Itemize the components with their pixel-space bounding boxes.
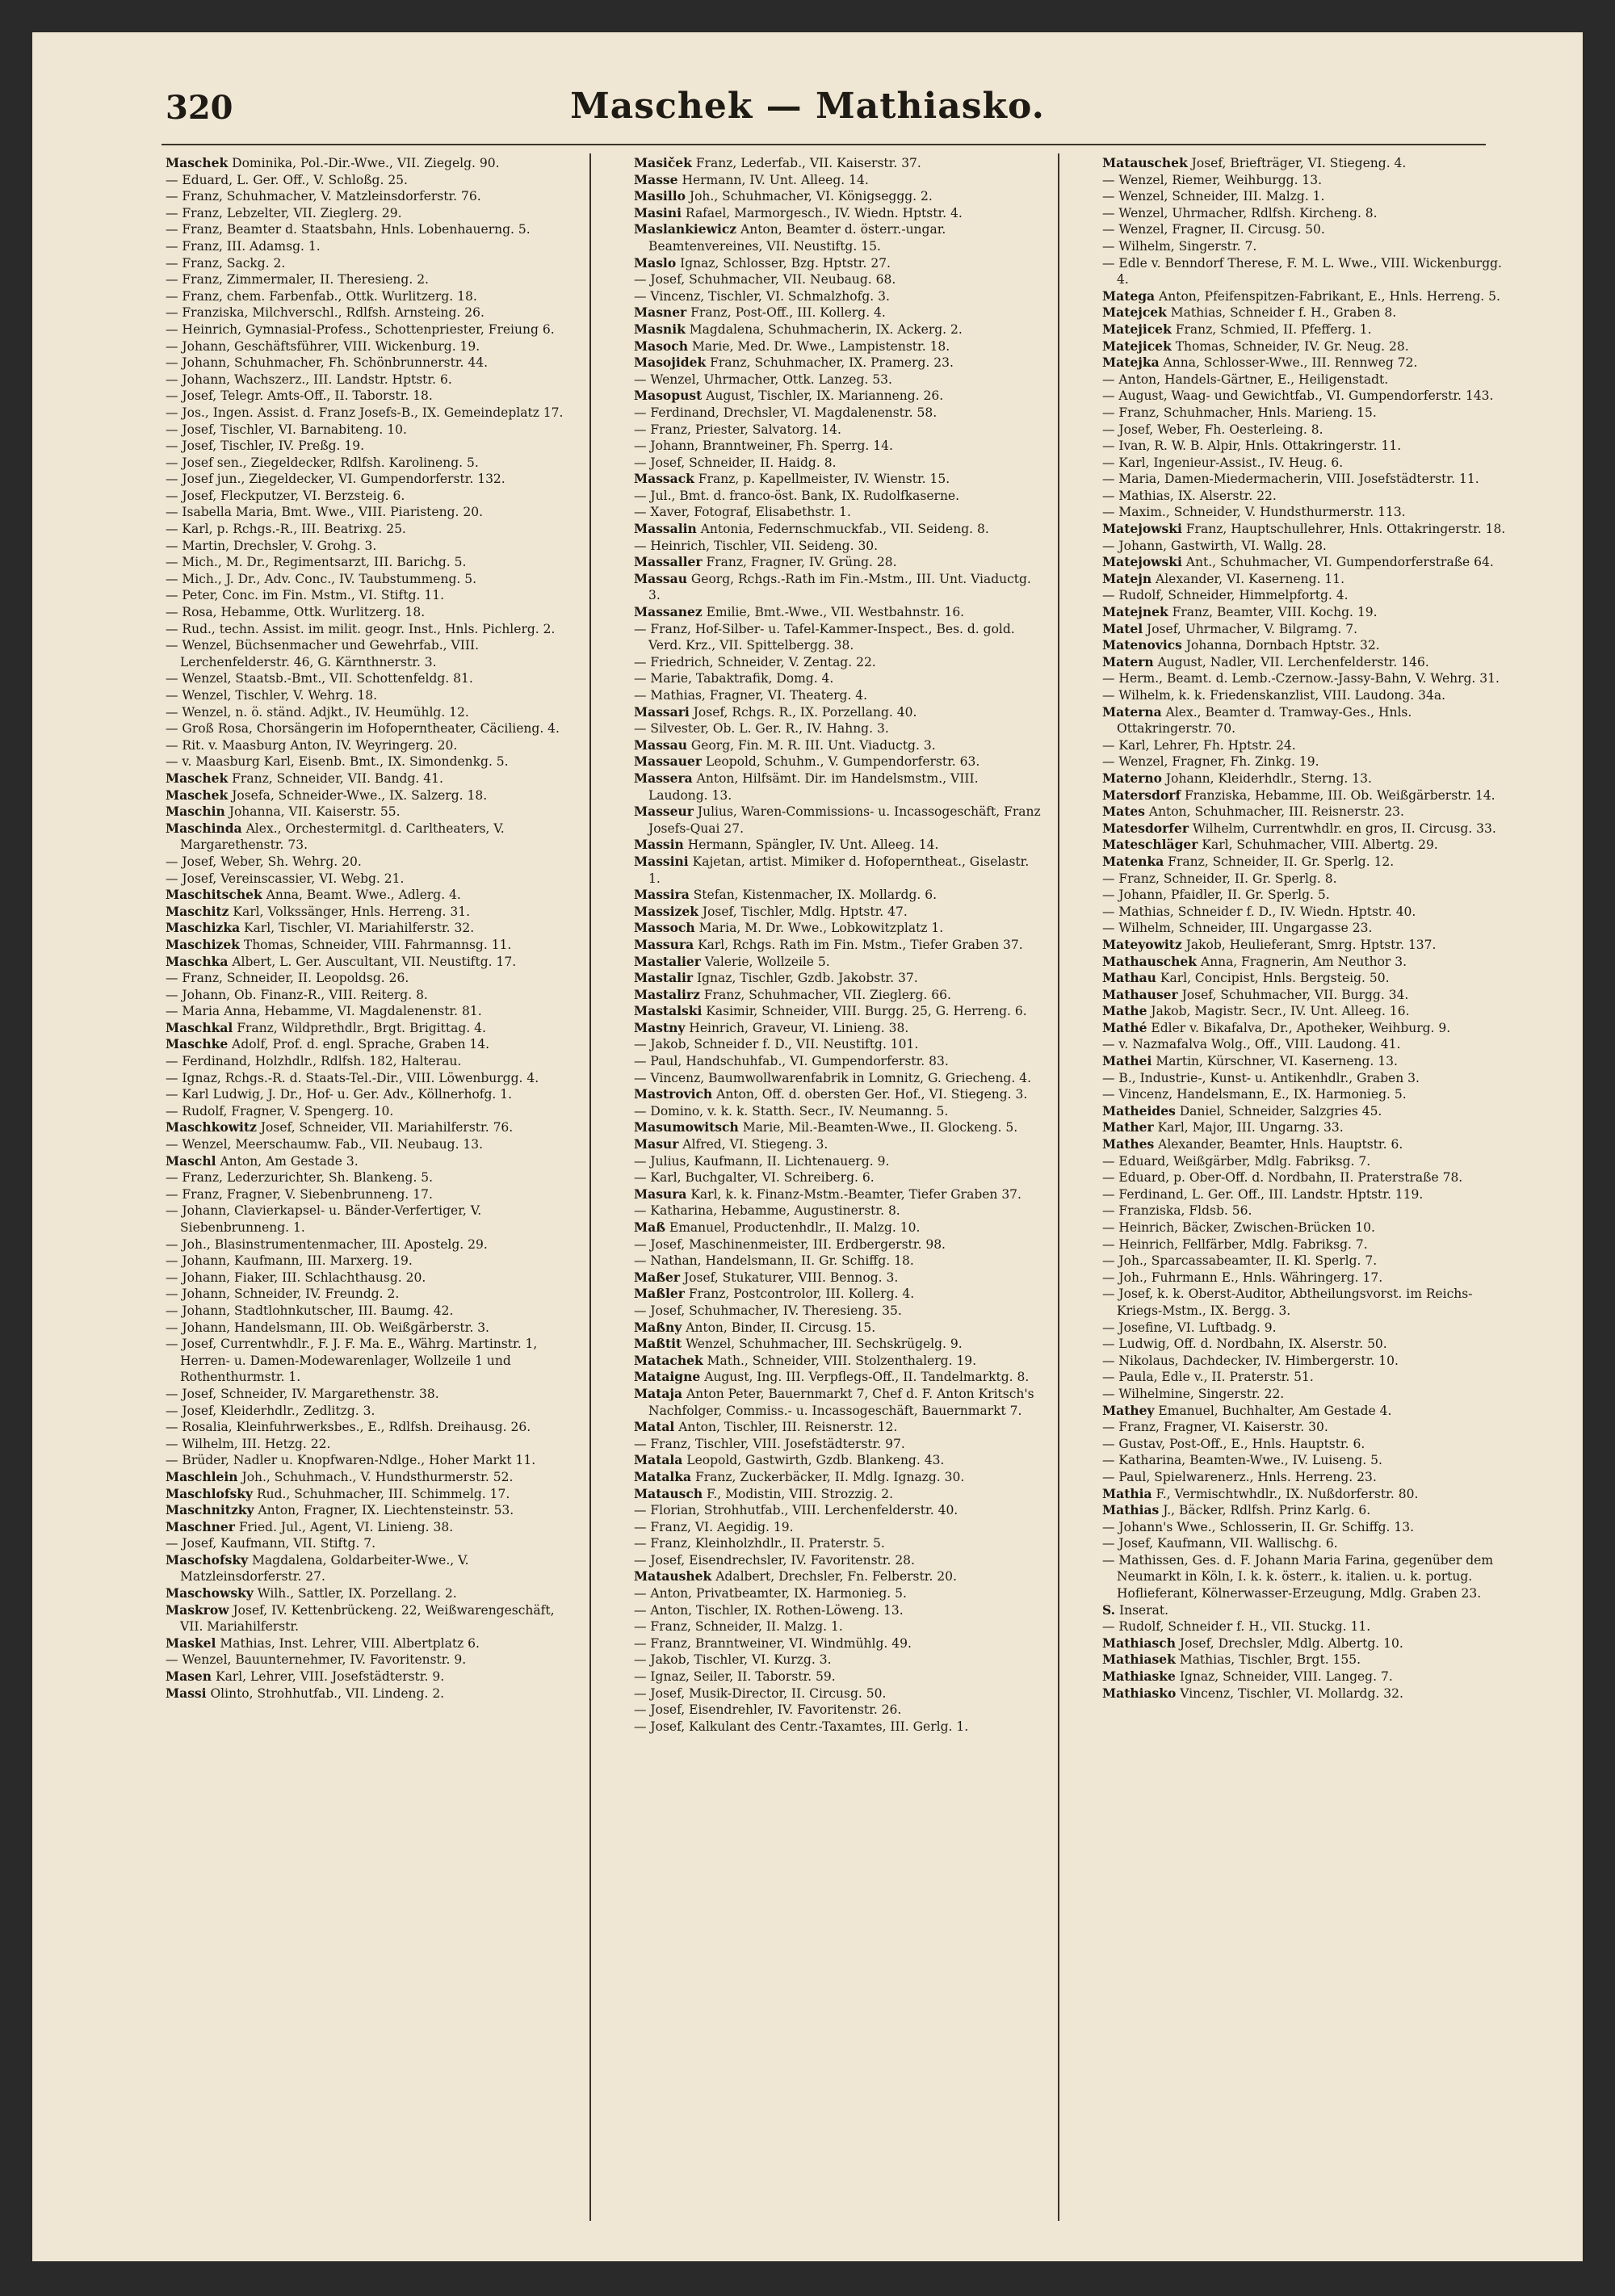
directory-entry: — Ivan, R. W. B. Alpir, Hnls. Ottakringerstr. 11. (1102, 439, 1402, 454)
directory-entry: Mathiaske Ignaz, Schneider, VIII. Langeg. 7. (1102, 1668, 1393, 1685)
directory-entry: — Johann, Clavierkapsel- u. Bänder-Verfertiger, V. Siebenbrunneng. 1. (166, 1203, 482, 1235)
directory-entry: — Wilhelmine, Singerstr. 22. (1102, 1386, 1285, 1401)
directory-entry: — Brüder, Nadler u. Knopfwaren-Ndlge., Hoher Markt 11. (166, 1453, 536, 1468)
directory-entry: Mathiasch Josef, Drechsler, Mdlg. Albertg. 10. (1102, 1635, 1403, 1651)
directory-entry: Maschnitzky Anton, Fragner, IX. Liechtensteinstr. 53. (166, 1502, 514, 1518)
directory-entry: Matesdorfer Wilhelm, Currentwhdlr. en gros, II. Circusg. 33. (1102, 820, 1496, 836)
directory-entry: — Eduard, Weißgärber, Mdlg. Fabriksg. 7. (1102, 1153, 1371, 1169)
directory-entry: — Mathias, Fragner, VI. Theaterg. 4. (634, 688, 868, 703)
directory-entry: Maschek Franz, Schneider, VII. Bandg. 41. (166, 770, 443, 786)
directory-entry: — Edle v. Benndorf Therese, F. M. L. Wwe., VIII. Wickenburgg. 4. (1102, 255, 1502, 288)
directory-entry: — Martin, Drechsler, V. Grohg. 3. (166, 538, 377, 553)
directory-entry: — Franz, Schneider, II. Leopoldsg. 26. (166, 971, 409, 986)
directory-entry: — Johann, Fiaker, III. Schlachthausg. 20. (166, 1270, 426, 1285)
directory-entry: — Josef, Kalkulant des Centr.-Taxamtes, III. Gerlg. 1. (634, 1719, 969, 1734)
directory-entry: Mastrovich Anton, Off. d. obersten Ger. Hof., VI. Stiegeng. 3. (634, 1086, 1028, 1102)
directory-entry: — Wenzel, Tischler, V. Wehrg. 18. (166, 688, 378, 703)
directory-entry: Maschek Josefa, Schneider-Wwe., IX. Salzerg. 18. (166, 787, 488, 803)
directory-entry: Maschlofsky Rud., Schuhmacher, III. Schimmelg. 17. (166, 1485, 510, 1501)
directory-entry: Matejowski Ant., Schuhmacher, VI. Gumpendorferstraße 64. (1102, 554, 1494, 570)
directory-entry: Massera Anton, Hilfsämt. Dir. im Handelsmstm., VIII. Laudong. 13. (634, 770, 979, 803)
directory-entry: — Wenzel, Büchsenmacher und Gewehrfab., VIII. Lerchenfelderstr. 46, G. Kärnthnerstr. 3. (166, 638, 480, 669)
directory-entry: Massizek Josef, Tischler, Mdlg. Hptstr. 47. (634, 903, 908, 919)
directory-entry: — Groß Rosa, Chorsängerin im Hofoperntheater, Cäcilieng. 4. (166, 721, 560, 737)
directory-entry: — Johann, Geschäftsführer, VIII. Wickenburg. 19. (166, 338, 480, 354)
directory-entry: — Friedrich, Schneider, V. Zentag. 22. (634, 654, 876, 669)
directory-entry: — Wilhelm, Schneider, III. Ungargasse 23. (1102, 921, 1373, 936)
directory-entry: Mastalier Valerie, Wollzeile 5. (634, 953, 830, 969)
directory-entry: Maschka Albert, L. Ger. Auscultant, VII. Neustiftg. 17. (166, 953, 517, 969)
directory-entry: — Franz, Schuhmacher, Hnls. Marieng. 15. (1102, 405, 1377, 420)
directory-entry: — Wilhelm, Singerstr. 7. (1102, 238, 1257, 254)
directory-entry: — Paul, Handschuhfab., VI. Gumpendorferstr. 83. (634, 1054, 949, 1069)
directory-entry: — Josef, Kaufmann, VII. Wallischg. 6. (1102, 1536, 1338, 1551)
directory-entry: — Ferdinand, L. Ger. Off., III. Landstr. Hptstr. 119. (1102, 1186, 1424, 1202)
directory-entry: — Katharina, Hebamme, Augustinerstr. 8. (634, 1203, 900, 1219)
directory-entry: — Wenzel, Meerschaumw. Fab., VII. Neubaug. 13. (166, 1137, 484, 1152)
directory-entry: Mastalski Kasimir, Schneider, VIII. Burgg. 25, G. Herreng. 6. (634, 1003, 1027, 1019)
directory-entry: — Josef, k. k. Oberst-Auditor, Abtheilungsvorst. im Reichs-Kriegs-Mstm., IX. Bergg. 3. (1102, 1287, 1473, 1318)
directory-entry: — Franz, Sackg. 2. (166, 255, 286, 271)
directory-entry: Maschkal Franz, Wildprethdlr., Brgt. Brigittag. 4. (166, 1019, 486, 1035)
directory-entry: — Wenzel, n. ö. ständ. Adjkt., IV. Heumühlg. 12. (166, 704, 469, 720)
directory-entry: — Anton, Privatbeamter, IX. Harmonieg. 5. (634, 1586, 907, 1601)
column-divider (1058, 153, 1059, 2221)
directory-entry: — Franz, Branntweiner, VI. Windmühlg. 49. (634, 1635, 912, 1651)
directory-entry: Matausch F., Modistin, VIII. Strozzig. 2. (634, 1485, 894, 1501)
directory-entry: Mathias J., Bäcker, Rdlfsh. Prinz Karlg. 6. (1102, 1502, 1371, 1518)
column-3 (1102, 155, 1510, 2223)
directory-entry: — Maria, Damen-Miedermacherin, VIII. Josefstädterstr. 11. (1102, 472, 1479, 487)
directory-entry: Massi Olinto, Strohhutfab., VII. Lindeng. 2. (166, 1685, 445, 1701)
directory-entry: Matel Josef, Uhrmacher, V. Bilgramg. 7. (1102, 620, 1358, 636)
directory-entry: Matenovics Johanna, Dornbach Hptstr. 32. (1102, 637, 1380, 653)
directory-entry: Maschofsky Magdalena, Goldarbeiter-Wwe., V. Matzleinsdorferstr. 27. (166, 1551, 469, 1585)
directory-entry: — Katharina, Beamten-Wwe., IV. Luiseng. 5. (1102, 1453, 1382, 1468)
directory-entry: Massau Georg, Rchgs.-Rath im Fin.-Mstm., III. Unt. Viaductg. 3. (634, 570, 1031, 603)
directory-entry: — Heinrich, Tischler, VII. Seideng. 30. (634, 538, 879, 553)
directory-entry: — Rit. v. Maasburg Anton, IV. Weyringerg. 20. (166, 737, 458, 753)
directory-entry: — Josef, Eisendrechsler, IV. Favoritenstr. 28. (634, 1552, 915, 1568)
directory-entry: Maßtit Wenzel, Schuhmacher, III. Sechskrügelg. 9. (634, 1336, 963, 1352)
directory-entry: Matachek Math., Schneider, VIII. Stolzenthalerg. 19. (634, 1352, 977, 1368)
directory-entry: Mastny Heinrich, Graveur, VI. Linieng. 38. (634, 1019, 909, 1035)
directory-entry: Masillo Joh., Schuhmacher, VI. Königseggg. 2. (634, 188, 933, 204)
directory-entry: Maschinda Alex., Orchestermitgl. d. Carltheaters, V. Margarethenstr. 73. (166, 820, 505, 853)
directory-entry: — Josef sen., Ziegeldecker, Rdlfsh. Karolineng. 5. (166, 455, 479, 470)
directory-entry: Masoch Marie, Med. Dr. Wwe., Lampistenstr. 18. (634, 338, 950, 354)
directory-entry: — Josef, Tischler, IV. Preßg. 19. (166, 439, 364, 454)
directory-entry: — Franz, Priester, Salvatorg. 14. (634, 422, 841, 437)
directory-entry: Mathau Karl, Concipist, Hnls. Bergsteig. 50. (1102, 970, 1390, 986)
directory-entry: Matern August, Nadler, VII. Lerchenfelderstr. 146. (1102, 653, 1429, 669)
directory-entry: Mathey Emanuel, Buchhalter, Am Gestade 4. (1102, 1402, 1392, 1418)
directory-entry: — Josef, Weber, Fh. Oesterleing. 8. (1102, 422, 1323, 437)
directory-entry: S. Inserat. (1102, 1601, 1169, 1618)
directory-entry: Matersdorf Franziska, Hebamme, III. Ob. Weißgärberstr. 14. (1102, 787, 1495, 803)
directory-entry: — Marie, Tabaktrafik, Domg. 4. (634, 671, 834, 686)
directory-entry: — Franz, Fragner, VI. Kaiserstr. 30. (1102, 1420, 1328, 1435)
directory-entry: — Johann, Handelsmann, III. Ob. Weißgärberstr. 3. (166, 1320, 489, 1335)
directory-entry: — Mathissen, Ges. d. F. Johann Maria Farina, gegenüber dem Neumarkt in Köln, I. k. k. österr., k. italien. u. k. portug. Hoflieferant, Kölnerwasser-Erzeugung, Mdlg. Graben 23. (1102, 1552, 1494, 1601)
directory-entry: — Peter, Conc. im Fin. Mstm., VI. Stiftg. 11. (166, 588, 445, 603)
directory-entry: Massoch Maria, M. Dr. Wwe., Lobkowitzplatz 1. (634, 920, 944, 936)
directory-entry: Maschlein Joh., Schuhmach., V. Hundsthurmerstr. 52. (166, 1468, 514, 1484)
directory-entry: — Rud., techn. Assist. im milit. geogr. Inst., Hnls. Pichlerg. 2. (166, 621, 556, 636)
directory-entry: — Isabella Maria, Bmt. Wwe., VIII. Piaristeng. 20. (166, 505, 483, 520)
directory-entry: Maslankiewicz Anton, Beamter d. österr.-ungar. Beamtenvereines, VII. Neustiftg. 15. (634, 221, 946, 254)
directory-entry: — Josef, Fleckputzer, VI. Berzsteig. 6. (166, 488, 405, 503)
header-rule (162, 144, 1486, 145)
directory-entry: Masura Karl, k. k. Finanz-Mstm.-Beamter, Tiefer Graben 37. (634, 1186, 1021, 1202)
directory-entry: Materna Alex., Beamter d. Tramway-Ges., Hnls. Ottakringerstr. 70. (1102, 703, 1412, 737)
directory-entry: — Vincenz, Baumwollwarenfabrik in Lomnitz, G. Griecheng. 4. (634, 1070, 1031, 1085)
page-number: 320 (166, 89, 233, 127)
directory-entry: Mathauschek Anna, Fragnerin, Am Neuthor 3. (1102, 953, 1407, 969)
directory-entry: — Johann, Stadtlohnkutscher, III. Baumg. 42. (166, 1303, 454, 1318)
directory-entry: — v. Nazmafalva Wolg., Off., VIII. Laudong. 41. (1102, 1037, 1401, 1052)
column-1 (166, 155, 573, 2223)
running-head: Maschek — Mathiasko. (570, 86, 1045, 127)
directory-entry: — Jos., Ingen. Assist. d. Franz Josefs-B., IX. Gemeindeplatz 17. (166, 405, 564, 420)
directory-entry: Matejnek Franz, Beamter, VIII. Kochg. 19. (1102, 604, 1378, 620)
directory-entry: — Franz, Beamter d. Staatsbahn, Hnls. Lobenhauerng. 5. (166, 222, 531, 237)
directory-entry: — Franz, Schneider, II. Malzg. 1. (634, 1619, 843, 1635)
directory-entry: Massau Georg, Fin. M. R. III. Unt. Viaductg. 3. (634, 737, 936, 753)
directory-entry: — Josefine, VI. Luftbadg. 9. (1102, 1320, 1277, 1335)
directory-entry: Massanez Emilie, Bmt.-Wwe., VII. Westbahnstr. 16. (634, 604, 965, 620)
directory-entry: Mataja Anton Peter, Bauernmarkt 7, Chef d. F. Anton Kritsch's Nachfolger, Commiss.- u. Incassogeschäft, Bauernmarkt 7. (634, 1385, 1034, 1418)
directory-entry: — Herm., Beamt. d. Lemb.-Czernow.-Jassy-Bahn, V. Wehrg. 31. (1102, 671, 1500, 686)
directory-entry: — Jakob, Schneider f. D., VII. Neustiftg. 101. (634, 1037, 919, 1052)
directory-entry: — Maria Anna, Hebamme, VI. Magdalenenstr. 81. (166, 1004, 482, 1019)
directory-entry: — Rosa, Hebamme, Ottk. Wurlitzerg. 18. (166, 605, 426, 620)
directory-entry: — Heinrich, Fellfärber, Mdlg. Fabriksg. 7. (1102, 1236, 1368, 1252)
directory-entry: — Josef, Telegr. Amts-Off., II. Taborstr. 18. (166, 388, 433, 404)
directory-entry: Matejicek Thomas, Schneider, IV. Gr. Neug. 28. (1102, 338, 1409, 354)
directory-entry: — Rudolf, Fragner, V. Spengerg. 10. (166, 1103, 394, 1119)
directory-entry: — Jakob, Tischler, VI. Kurzg. 3. (634, 1652, 832, 1668)
directory-entry: — Josef, Schneider, II. Haidg. 8. (634, 455, 837, 470)
directory-entry: — Ignaz, Seiler, II. Taborstr. 59. (634, 1669, 836, 1685)
directory-entry: — Mich., J. Dr., Adv. Conc., IV. Taubstummeng. 5. (166, 571, 477, 586)
directory-entry: — Joh., Blasinstrumentenmacher, III. Apostelg. 29. (166, 1236, 488, 1252)
directory-entry: — Heinrich, Gymnasial-Profess., Schottenpriester, Freiung 6. (166, 321, 555, 337)
directory-entry: Masse Hermann, IV. Unt. Alleeg. 14. (634, 171, 869, 187)
directory-entry: — Rosalia, Kleinfuhrwerksbes., E., Rdlfsh. Dreihausg. 26. (166, 1420, 531, 1435)
directory-entry: — Josef, Tischler, VI. Barnabiteng. 10. (166, 422, 407, 437)
directory-entry: — Ludwig, Off. d. Nordbahn, IX. Alserstr. 50. (1102, 1337, 1387, 1352)
directory-entry: — Wenzel, Uhrmacher, Ottk. Lanzeg. 53. (634, 371, 892, 387)
directory-entry: Matalka Franz, Zuckerbäcker, II. Mdlg. Ignazg. 30. (634, 1468, 965, 1484)
directory-entry: Mathauser Josef, Schuhmacher, VII. Burgg. 34. (1102, 986, 1409, 1002)
directory-entry: — Josef, Maschinenmeister, III. Erdbergerstr. 98. (634, 1236, 946, 1252)
directory-entry: — Wilhelm, k. k. Friedenskanzlist, VIII. Laudong. 34a. (1102, 688, 1446, 703)
directory-entry: Maschizka Karl, Tischler, VI. Mariahilferstr. 32. (166, 920, 475, 936)
directory-entry: — Josef, Schuhmacher, VII. Neubaug. 68. (634, 272, 896, 288)
directory-entry: Maskrow Josef, IV. Kettenbrückeng. 22, Weißwarengeschäft, VII. Mariahilferstr. (166, 1601, 555, 1635)
directory-entry: Maschin Johanna, VII. Kaiserstr. 55. (166, 804, 401, 820)
directory-entry: — Karl, Ingenieur-Assist., IV. Heug. 6. (1102, 455, 1344, 470)
directory-entry: Masen Karl, Lehrer, VIII. Josefstädterstr. 9. (166, 1668, 445, 1685)
directory-entry: — Josef, Musik-Director, II. Circusg. 50. (634, 1685, 887, 1701)
directory-entry: Matejowski Franz, Hauptschullehrer, Hnls. Ottakringerstr. 18. (1102, 521, 1506, 537)
directory-entry: Matala Leopold, Gastwirth, Gzdb. Blankeng. 43. (634, 1452, 945, 1468)
directory-entry: Maßer Josef, Stukaturer, VIII. Bennog. 3. (634, 1269, 899, 1285)
directory-entry: — Johann, Kaufmann, III. Marxerg. 19. (166, 1253, 413, 1269)
directory-entry: — Franz, chem. Farbenfab., Ottk. Wurlitzerg. 18. (166, 288, 477, 304)
directory-entry: — Johann, Gastwirth, VI. Wallg. 28. (1102, 538, 1327, 553)
directory-entry: Massauer Leopold, Schuhm., V. Gumpendorferstr. 63. (634, 753, 980, 770)
directory-entry: Matal Anton, Tischler, III. Reisnerstr. 12. (634, 1419, 898, 1435)
directory-entry: Matejka Anna, Schlosser-Wwe., III. Rennweg 72. (1102, 355, 1418, 371)
directory-entry: — Heinrich, Bäcker, Zwischen-Brücken 10. (1102, 1220, 1375, 1235)
directory-entry: — Ferdinand, Holzhdlr., Rdlfsh. 182, Halterau. (166, 1054, 462, 1069)
directory-entry: — Paula, Edle v., II. Praterstr. 51. (1102, 1370, 1314, 1385)
directory-entry: — Josef jun., Ziegeldecker, VI. Gumpendorferstr. 132. (166, 472, 505, 487)
directory-entry: Maschkowitz Josef, Schneider, VII. Mariahilferstr. 76. (166, 1119, 514, 1135)
directory-entry: — Johann, Pfaidler, II. Gr. Sperlg. 5. (1102, 888, 1330, 903)
directory-entry: — Vincenz, Handelsmann, E., IX. Harmonieg. 5. (1102, 1087, 1407, 1102)
directory-entry: Mathes Alexander, Beamter, Hnls. Hauptstr. 6. (1102, 1136, 1403, 1152)
directory-entry: — Wenzel, Bauunternehmer, IV. Favoritenstr. 9. (166, 1652, 467, 1668)
directory-entry: Matega Anton, Pfeifenspitzen-Fabrikant, E., Hnls. Herreng. 5. (1102, 288, 1500, 304)
directory-entry: Maschl Anton, Am Gestade 3. (166, 1152, 359, 1169)
directory-entry: — Wenzel, Uhrmacher, Rdlfsh. Kircheng. 8. (1102, 205, 1378, 220)
directory-entry: — Wenzel, Riemer, Weihburgg. 13. (1102, 172, 1323, 187)
directory-entry: Materno Johann, Kleiderhdlr., Sterng. 13. (1102, 770, 1372, 786)
directory-entry: — Mathias, Schneider f. D., IV. Wiedn. Hptstr. 40. (1102, 904, 1416, 919)
directory-entry: — Johann, Branntweiner, Fh. Sperrg. 14. (634, 439, 893, 454)
directory-entry: — Joh., Fuhrmann E., Hnls. Währingerg. 17. (1102, 1270, 1383, 1285)
directory-entry: — Ferdinand, Drechsler, VI. Magdalenenstr. 58. (634, 405, 938, 420)
directory-entry: Massari Josef, Rchgs. R., IX. Porzellang. 40. (634, 703, 917, 720)
directory-entry: Maschitschek Anna, Beamt. Wwe., Adlerg. 4. (166, 887, 461, 903)
directory-entry: — Vincenz, Tischler, VI. Schmalzhofg. 3. (634, 288, 890, 304)
directory-entry: — Wenzel, Fragner, Fh. Zinkg. 19. (1102, 754, 1319, 770)
directory-entry: — Johann, Schneider, IV. Freundg. 2. (166, 1287, 400, 1302)
directory-entry: — Josef, Vereinscassier, VI. Webg. 21. (166, 871, 405, 886)
directory-entry: Mataigne August, Ing. III. Verpflegs-Off., II. Tandelmarktg. 8. (634, 1369, 1030, 1385)
directory-entry: — B., Industrie-, Kunst- u. Antikenhdlr., Graben 3. (1102, 1070, 1420, 1085)
directory-entry: — Franziska, Fldsb. 56. (1102, 1203, 1252, 1219)
directory-entry: — Franz, Kleinholzhdlr., II. Praterstr. 5. (634, 1536, 885, 1551)
directory-entry: — Ignaz, Rchgs.-R. d. Staats-Tel.-Dir., VIII. Löwenburgg. 4. (166, 1070, 539, 1085)
directory-entry: Mather Karl, Major, III. Ungarng. 33. (1102, 1119, 1344, 1135)
directory-entry: Mathiasek Mathias, Tischler, Brgt. 155. (1102, 1652, 1361, 1668)
directory-entry: — Franz, Lebzelter, VII. Zieglerg. 29. (166, 205, 402, 220)
directory-entry: — Josef, Schuhmacher, IV. Theresieng. 35. (634, 1303, 902, 1318)
directory-entry: — Julius, Kaufmann, II. Lichtenauerg. 9. (634, 1153, 890, 1169)
directory-entry: Maschner Fried. Jul., Agent, VI. Linieng. 38. (166, 1518, 454, 1534)
directory-entry: — Mathias, IX. Alserstr. 22. (1102, 488, 1277, 503)
directory-entry: — Nikolaus, Dachdecker, IV. Himbergerstr. 10. (1102, 1353, 1399, 1368)
directory-entry: — Johann, Schuhmacher, Fh. Schönbrunnerstr. 44. (166, 355, 489, 371)
directory-entry: — Eduard, L. Ger. Off., V. Schloßg. 25. (166, 172, 408, 187)
directory-entry: Maschitz Karl, Volkssänger, Hnls. Herreng. 31. (166, 903, 471, 919)
directory-entry: — Wenzel, Schneider, III. Malzg. 1. (1102, 189, 1325, 204)
directory-entry: Maslo Ignaz, Schlosser, Bzg. Hptstr. 27. (634, 254, 891, 271)
directory-entry: — Johann, Wachszerz., III. Landstr. Hptstr. 6. (166, 371, 452, 387)
directory-entry: — Karl, Buchgalter, VI. Schreiberg. 6. (634, 1170, 875, 1186)
directory-entry: — Rudolf, Schneider f. H., VII. Stuckg. 11. (1102, 1619, 1371, 1635)
directory-entry: — Joh., Sparcassabeamter, II. Kl. Sperlg. 7. (1102, 1253, 1378, 1269)
directory-page (32, 32, 1583, 2261)
directory-entry: — Franz, Lederzurichter, Sh. Blankeng. 5. (166, 1170, 434, 1186)
directory-entry: Masur Alfred, VI. Stiegeng. 3. (634, 1136, 828, 1152)
directory-entry: — Josef, Currentwhdlr., F. J. F. Ma. E., Währg. Martinstr. 1, Herren- u. Damen-Modewarenlager, Wollzeile 1 und Rothenthurmstr. 1. (166, 1337, 538, 1385)
directory-entry: Masumowitsch Marie, Mil.-Beamten-Wwe., II. Glockeng. 5. (634, 1119, 1018, 1135)
directory-entry: — Franz, Zimmermaler, II. Theresieng. 2. (166, 272, 429, 288)
directory-entry: Masiček Franz, Lederfab., VII. Kaiserstr. 37. (634, 155, 921, 170)
directory-entry: Maßny Anton, Binder, II. Circusg. 15. (634, 1319, 876, 1335)
directory-entry: Mateschläger Karl, Schuhmacher, VIII. Albertg. 29. (1102, 837, 1438, 853)
directory-entry: — Karl, p. Rchgs.-R., III. Beatrixg. 25. (166, 522, 406, 537)
directory-entry: — Josef, Kleiderhdlr., Zedlitzg. 3. (166, 1403, 375, 1418)
directory-entry: — Florian, Strohhutfab., VIII. Lerchenfelderstr. 40. (634, 1503, 959, 1518)
directory-entry: Masini Rafael, Marmorgesch., IV. Wiedn. Hptstr. 4. (634, 204, 963, 220)
directory-entry: Mathé Edler v. Bikafalva, Dr., Apotheker, Weihburg. 9. (1102, 1019, 1451, 1035)
column-divider (589, 153, 591, 2221)
directory-entry: — Xaver, Fotograf, Elisabethstr. 1. (634, 505, 851, 520)
directory-entry: — Wenzel, Fragner, II. Circusg. 50. (1102, 222, 1325, 237)
directory-entry: Massaller Franz, Fragner, IV. Grüng. 28. (634, 554, 897, 570)
directory-entry: Mastalir Ignaz, Tischler, Gzdb. Jakobstr. 37. (634, 970, 918, 986)
directory-entry: — Franz, Schneider, II. Gr. Sperlg. 8. (1102, 871, 1337, 886)
directory-entry: Maschek Dominika, Pol.-Dir.-Wwe., VII. Ziegelg. 90. (166, 155, 500, 170)
directory-entry: — Franz, Tischler, VIII. Josefstädterstr. 97. (634, 1436, 905, 1451)
directory-entry: Maskel Mathias, Inst. Lehrer, VIII. Albertplatz 6. (166, 1635, 480, 1651)
directory-entry: — Anton, Handels-Gärtner, E., Heiligenstadt. (1102, 371, 1389, 387)
directory-entry: — Silvester, Ob. L. Ger. R., IV. Hahng. 3. (634, 721, 889, 737)
directory-entry: — Eduard, p. Ober-Off. d. Nordbahn, II. Praterstraße 78. (1102, 1170, 1463, 1186)
directory-entry: — Karl, Lehrer, Fh. Hptstr. 24. (1102, 737, 1296, 753)
directory-entry: — August, Waag- und Gewichtfab., VI. Gumpendorferstr. 143. (1102, 388, 1494, 404)
directory-entry: Matenka Franz, Schneider, II. Gr. Sperlg. 12. (1102, 853, 1395, 869)
directory-entry: — Wilhelm, III. Hetzg. 22. (166, 1436, 331, 1451)
directory-entry: Maschowsky Wilh., Sattler, IX. Porzellang. 2. (166, 1585, 457, 1601)
directory-entry: — Franz, Hof-Silber- u. Tafel-Kammer-Inspect., Bes. d. gold. Verd. Krz., VII. Spittelbergg. 38. (634, 621, 1015, 653)
directory-entry: Maschizek Thomas, Schneider, VIII. Fahrmannsg. 11. (166, 936, 512, 952)
directory-entry: Massack Franz, p. Kapellmeister, IV. Wienstr. 15. (634, 471, 950, 487)
directory-entry: Mastalirz Franz, Schuhmacher, VII. Zieglerg. 66. (634, 986, 951, 1002)
directory-entry: Matauschek Josef, Briefträger, VI. Stiegeng. 4. (1102, 155, 1407, 170)
directory-entry: — Wenzel, Staatsb.-Bmt., VII. Schottenfeldg. 81. (166, 671, 473, 686)
directory-entry: Mathiasko Vincenz, Tischler, VI. Mollardg. 32. (1102, 1685, 1403, 1701)
directory-entry: — Gustav, Post-Off., E., Hnls. Hauptstr. 6. (1102, 1436, 1365, 1451)
directory-entry: — Paul, Spielwarenerz., Hnls. Herreng. 23. (1102, 1469, 1377, 1484)
directory-entry: Maßler Franz, Postcontrolor, III. Kollerg. 4. (634, 1286, 915, 1302)
directory-entry: — Anton, Tischler, IX. Rothen-Löweng. 13. (634, 1602, 904, 1618)
directory-entry: — Rudolf, Schneider, Himmelpfortg. 4. (1102, 588, 1349, 603)
directory-entry: — Franz, III. Adamsg. 1. (166, 238, 321, 254)
directory-entry: — Jul., Bmt. d. franco-öst. Bank, IX. Rudolfkaserne. (634, 488, 960, 503)
directory-entry: Massalin Antonia, Federnschmuckfab., VII. Seideng. 8. (634, 521, 989, 537)
directory-entry: Mathe Jakob, Magistr. Secr., IV. Unt. Alleeg. 16. (1102, 1003, 1410, 1019)
directory-entry: — Josef, Schneider, IV. Margarethenstr. 38. (166, 1386, 439, 1401)
directory-entry: — Maxim., Schneider, V. Hundsthurmerstr. 113. (1102, 505, 1406, 520)
directory-entry: — Franz, VI. Aegidig. 19. (634, 1519, 794, 1534)
directory-entry: Masopust August, Tischler, IX. Marianneng. 26. (634, 388, 944, 404)
directory-entry: Massin Hermann, Spängler, IV. Unt. Alleeg. 14. (634, 837, 939, 853)
directory-entry: Mates Anton, Schuhmacher, III. Reisnerstr. 23. (1102, 804, 1404, 820)
directory-entry: Matejcek Mathias, Schneider f. H., Graben 8. (1102, 304, 1397, 321)
directory-entry: Mathei Martin, Kürschner, VI. Kaserneng. 13. (1102, 1053, 1398, 1069)
directory-entry: — Karl Ludwig, J. Dr., Hof- u. Ger. Adv., Köllnerhofg. 1. (166, 1087, 513, 1102)
column-2 (634, 155, 1042, 2223)
directory-entry: — Franz, Fragner, V. Siebenbrunneng. 17. (166, 1186, 433, 1202)
directory-entry: Maß Emanuel, Productenhdlr., II. Malzg. 10. (634, 1219, 921, 1235)
directory-entry: — Franz, Schuhmacher, V. Matzleinsdorferstr. 76. (166, 189, 481, 204)
directory-entry: Matejicek Franz, Schmied, II. Pfefferg. 1. (1102, 321, 1372, 337)
directory-entry: Massini Kajetan, artist. Mimiker d. Hofoperntheat., Giselastr. 1. (634, 853, 1030, 886)
directory-entry: Mateyowitz Jakob, Heulieferant, Smrg. Hptstr. 137. (1102, 936, 1437, 952)
directory-entry: — Johann's Wwe., Schlosserin, II. Gr. Schiffg. 13. (1102, 1519, 1415, 1534)
directory-entry: — Josef, Weber, Sh. Wehrg. 20. (166, 854, 362, 869)
directory-entry: Masojidek Franz, Schuhmacher, IX. Pramerg. 23. (634, 355, 954, 371)
directory-entry: Mathia F., Vermischtwhdlr., IX. Nußdorferstr. 80. (1102, 1485, 1419, 1501)
directory-entry: Maschke Adolf, Prof. d. engl. Sprache, Graben 14. (166, 1036, 490, 1052)
directory-entry: Masseur Julius, Waren-Commissions- u. Incassogeschäft, Franz Josefs-Quai 27. (634, 804, 1041, 836)
directory-entry: — Josef, Kaufmann, VII. Stiftg. 7. (166, 1536, 376, 1551)
directory-entry: Matejn Alexander, VI. Kaserneng. 11. (1102, 570, 1345, 586)
directory-entry: — Nathan, Handelsmann, II. Gr. Schiffg. 18. (634, 1253, 914, 1269)
directory-entry: Mataushek Adalbert, Drechsler, Fn. Felberstr. 20. (634, 1568, 957, 1585)
directory-entry: — Johann, Ob. Finanz-R., VIII. Reiterg. 8. (166, 987, 428, 1002)
directory-entry: — Josef, Eisendrehler, IV. Favoritenstr. 26. (634, 1702, 902, 1718)
directory-entry: Matheides Daniel, Schneider, Salzgries 45. (1102, 1102, 1382, 1119)
directory-entry: Masner Franz, Post-Off., III. Kollerg. 4. (634, 304, 886, 321)
directory-entry: Massura Karl, Rchgs. Rath im Fin. Mstm., Tiefer Graben 37. (634, 936, 1023, 952)
directory-entry: Massira Stefan, Kistenmacher, IX. Mollardg. 6. (634, 887, 938, 903)
directory-entry: — v. Maasburg Karl, Eisenb. Bmt., IX. Simondenkg. 5. (166, 754, 509, 770)
directory-entry: — Franziska, Milchverschl., Rdlfsh. Arnsteing. 26. (166, 305, 484, 321)
directory-entry: Masnik Magdalena, Schuhmacherin, IX. Ackerg. 2. (634, 321, 963, 337)
directory-entry: — Domino, v. k. k. Statth. Secr., IV. Neumanng. 5. (634, 1103, 949, 1119)
directory-entry: — Mich., M. Dr., Regimentsarzt, III. Barichg. 5. (166, 555, 467, 570)
